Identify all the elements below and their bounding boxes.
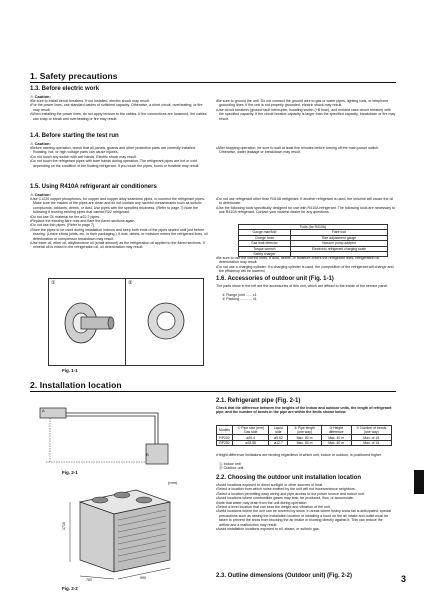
table-header: ③ Height difference	[321, 426, 351, 435]
table-header: ④ Number of bends (one way)	[351, 426, 391, 435]
list-item: • Do not use a charging cylinder. If a charging cylinder is used, the composition of the refrigerant will change and the efficiency will be lowered.	[216, 265, 396, 274]
s21-legend	[219, 462, 395, 471]
list-item: • Use ester oil, ether oil, alkylbenzene oil (small amount) as the refrigeration oil applied to the flared sections. If mineral oil is mixed in the refrigeration oil, oil deterioration may result.	[30, 241, 208, 250]
fig-2-1-label: Fig. 2-1	[62, 470, 78, 475]
s21-notes	[216, 453, 396, 457]
list-item: • Do not use refrigerant other than R410A refrigerant. If another refrigerant is used, the chlorine will cause the oil to deteriorate.	[216, 197, 396, 206]
s13-title: 1.3. Before electric work	[30, 86, 100, 92]
list-item: • Use C1220 copper phosphorus, for copper and copper alloy seamless pipes, to connect the refrigerant pipes. Make sure the insides of the pipes are clean and do not contain any harmful contaminants such as sulfuric compounds, oxidants, debris, or dust. Use pipes with the specified thickness. (Refer to page 7) Note the following if reusing existing pipes that carried R22 refrigerant.	[30, 197, 208, 215]
s14-left-list	[30, 146, 208, 168]
fig-1-1-panel-2	[126, 279, 203, 365]
s16-item-1: ① Flange joint ...... x1	[222, 293, 257, 297]
table-cell: Max. 40 m	[321, 440, 351, 445]
table-cell: Size adjustment gauge	[290, 235, 387, 240]
s15-right-list	[216, 197, 396, 215]
table-header: ② Pipe length (one way)	[288, 426, 321, 435]
list-item: • Note that water may drain from the unit during operation.	[216, 501, 392, 505]
table-cell: Max. of 15	[351, 440, 391, 445]
list-item: • Avoid locations where the unit can be covered by snow. In areas where heavy snow fall is anticipated, special precautions such as raising the installation location or installing a hood on the air intake and outlet must be taken to prevent the snow from blocking the air intake or blowing directly against it. This can reduce the airflow and a malfunction may result.	[216, 509, 392, 527]
section-1-rule	[30, 82, 396, 83]
s16-text: The parts show in the left are the accessories of this unit, which are affixed to the inside of the service panel.	[216, 284, 389, 288]
list-item: • Be sure to use the correct tools. If dust, debris, or moisture enters the refrigerant lines, refrigeration oil deterioration may result.	[216, 256, 396, 265]
list-item: • Height difference limitations are binding regardless of which unit, indoor or outdoor, is positioned higher.	[216, 453, 396, 457]
list-item: • Store the pipes to be used during installation indoors and keep both ends of the pipes sealed until just before brazing. (Leave elbow joints, etc. in their packaging.) If dust, debris, or moisture enters the refrigerant lines, oil deterioration or compressor breakdown may result.	[30, 228, 208, 241]
table-cell: ø25.4	[232, 435, 268, 440]
table-cell: ø28.58	[232, 440, 268, 445]
packing-illustration	[144, 299, 188, 343]
table-cell: Electronic refrigerant charging scale	[290, 246, 387, 251]
s15-left-list	[30, 197, 208, 250]
section-1-title: 1. Safety precautions	[30, 71, 118, 81]
s16-item-2: ② Packing ............ x1	[222, 297, 257, 301]
tools-table-title: Tools (for R410A)	[239, 225, 388, 230]
s14-right-list	[216, 146, 396, 155]
fig-1-1-frame	[48, 278, 204, 366]
list-item: • Select a location from which noise emitted by the unit will not inconvenience neighbors.	[216, 487, 392, 491]
legend-item: Ⓐ Indoor unit	[219, 462, 241, 466]
fig-2-2-label: Fig. 2-2	[62, 586, 78, 591]
list-item: • After stopping operation, be sure to wait at least five minutes before turning off the main power switch. Otherwise, water leakage or breakdown may result.	[216, 146, 396, 155]
list-item: • Select a location permitting easy wiring and pipe access to the power source and indoor unit.	[216, 492, 392, 496]
s14-title: 1.4. Before starting the test run	[30, 133, 119, 139]
section-2-title: 2. Installation location	[30, 380, 122, 390]
table-cell: Max. 80 m	[288, 435, 321, 440]
fig-1-1-num-2: ②	[128, 280, 133, 286]
list-item: • Do not use OL material for the ø22.2 pipes.	[30, 215, 208, 219]
s13-caution: ⚠ Caution:	[30, 94, 51, 99]
table-cell: Gas leak detector	[239, 241, 291, 246]
table-header: Liquid side	[269, 426, 288, 435]
list-item: • Do not touch the refrigerant pipes with bare hands during operation. The refrigerant pipes are hot or cold depending on the condition of the flowing refrigerant. If you touch the pipes, burns or frostbite may result.	[30, 159, 208, 168]
table-header: Models	[217, 426, 233, 435]
fig-2-2-width: 990	[140, 576, 146, 580]
fig-2-2-outdoor-unit-drawing	[58, 480, 188, 580]
list-item: • When installing the power lines, do not apply tension to the cables. If the connections are loosened, the cables can snap or break and overheating or fire may result.	[30, 112, 208, 121]
list-item: • Before starting operation, check that all panels, guards and other protective parts are correctly installed. Rotating, hot, or high voltage parts can cause injuries.	[30, 146, 208, 155]
refrigerant-pipe-table	[216, 425, 392, 446]
legend-item: Ⓑ Outdoor unit	[219, 466, 244, 471]
s22-title: 2.2. Choosing the outdoor unit installation location	[216, 475, 361, 481]
list-item: • Be sure to ground the unit. Do not connect the ground wire to gas or water pipes, lighting rods, or telephone grounding lines. If the unit is not properly grounded, electric shock may result.	[216, 99, 396, 108]
table-cell: Torque wrench	[239, 246, 291, 251]
fig-2-1-label-b: B	[146, 452, 149, 457]
list-item: • For the power lines, use standard cables of sufficient capacity. Otherwise, a short circuit, overheating, or fire may result.	[30, 103, 208, 112]
table-cell: RP250	[217, 440, 233, 445]
fig-2-1-label-a: A	[42, 408, 45, 413]
table-header-row	[217, 426, 392, 435]
table-cell: Vacuum pump adaptor	[290, 241, 387, 246]
section-2-rule	[30, 391, 396, 392]
table-cell: Charge hose	[239, 235, 291, 240]
fig-2-2-height: 1710	[62, 522, 66, 530]
s15-caution: ⚠ Caution:	[30, 192, 51, 197]
fig-1-1-panel-1	[49, 279, 126, 365]
table-cell: Gauge manifold	[239, 230, 291, 235]
flange-joint-illustration	[55, 293, 119, 353]
s13-right-list	[216, 99, 396, 121]
list-item: • Replace the existing flare nuts and flare the flared sections again.	[30, 219, 208, 223]
s16-title: 1.6. Accessories of outdoor unit (Fig. 1-1)	[216, 276, 334, 282]
list-item: • Avoid locations where combustible gases may leak, be produced, flow, or accumulate.	[216, 496, 392, 500]
table-row	[239, 246, 388, 251]
s23-title: 2.3. Outline dimensions (Outdoor unit) (Fig. 2-2)	[216, 573, 352, 579]
table-cell: ø9.52	[269, 435, 288, 440]
chapter-tab-marker	[414, 470, 424, 494]
s21-title: 2.1. Refrigerant pipe (Fig. 2-1)	[216, 398, 301, 404]
fig-2-1-diagram	[38, 404, 202, 466]
tools-table	[238, 224, 388, 257]
s21-lead: Check that the difference between the heights of the indoor and outdoor units, the length of refrigerant pipe, and the number of bends in the pipe are within the limits shown below.	[216, 406, 392, 415]
list-item: • Avoid locations exposed to direct sunlight or other sources of heat.	[216, 483, 392, 487]
table-cell: Flare tool	[290, 230, 387, 235]
list-item: • Do not use thin pipes. (Refer to page 7)	[30, 223, 208, 227]
s22-list	[216, 483, 392, 531]
table-cell: RP200	[217, 435, 233, 440]
table-cell: ø12.7	[269, 440, 288, 445]
s15-title: 1.5. Using R410A refrigerant air conditioners	[30, 184, 157, 190]
list-item: • Do not touch any switch with wet hands. Electric shock may result.	[30, 155, 208, 159]
list-item: • Use circuit breakers (ground fault interrupter, isolating switch (+B fuse), and molded case circuit breaker) with the specified capacity. If the circuit breaker capacity is larger than the specified capacity, breakdown or fire may result.	[216, 108, 396, 121]
fig-1-1-num-1: ①	[51, 280, 56, 286]
s14-caution: ⚠ Caution:	[30, 141, 51, 146]
s13-left-list	[30, 99, 208, 121]
table-header: ① Pipe size (mm) Gas side	[232, 426, 268, 435]
s15-right-after-list	[216, 256, 396, 274]
fig-2-2-unit: (mm)	[168, 480, 178, 485]
table-row	[217, 440, 392, 445]
list-item: • Use the following tools specifically designed for use with R410A refrigerant. The following tools are necessary to use R410A refrigerant. Contact your nearest dealer for any questions.	[216, 206, 396, 215]
fig-1-1-label: Fig. 1-1	[62, 368, 78, 373]
fig-2-2-depth: 760	[86, 578, 92, 582]
page-number: 3	[400, 574, 406, 584]
table-cell: Max. 40 m	[321, 435, 351, 440]
list-item: • Select a level location that can bear the weight and vibration of the unit.	[216, 505, 392, 509]
table-cell: Max. of 15	[351, 435, 391, 440]
table-cell: Safety charger	[239, 251, 291, 256]
list-item: • Avoid installation locations exposed to oil, steam, or sulfuric gas.	[216, 527, 392, 531]
table-cell: Max. 80 m	[288, 440, 321, 445]
list-item: • Be sure to install circuit breakers. If not installed, electric shock may result.	[30, 99, 208, 103]
